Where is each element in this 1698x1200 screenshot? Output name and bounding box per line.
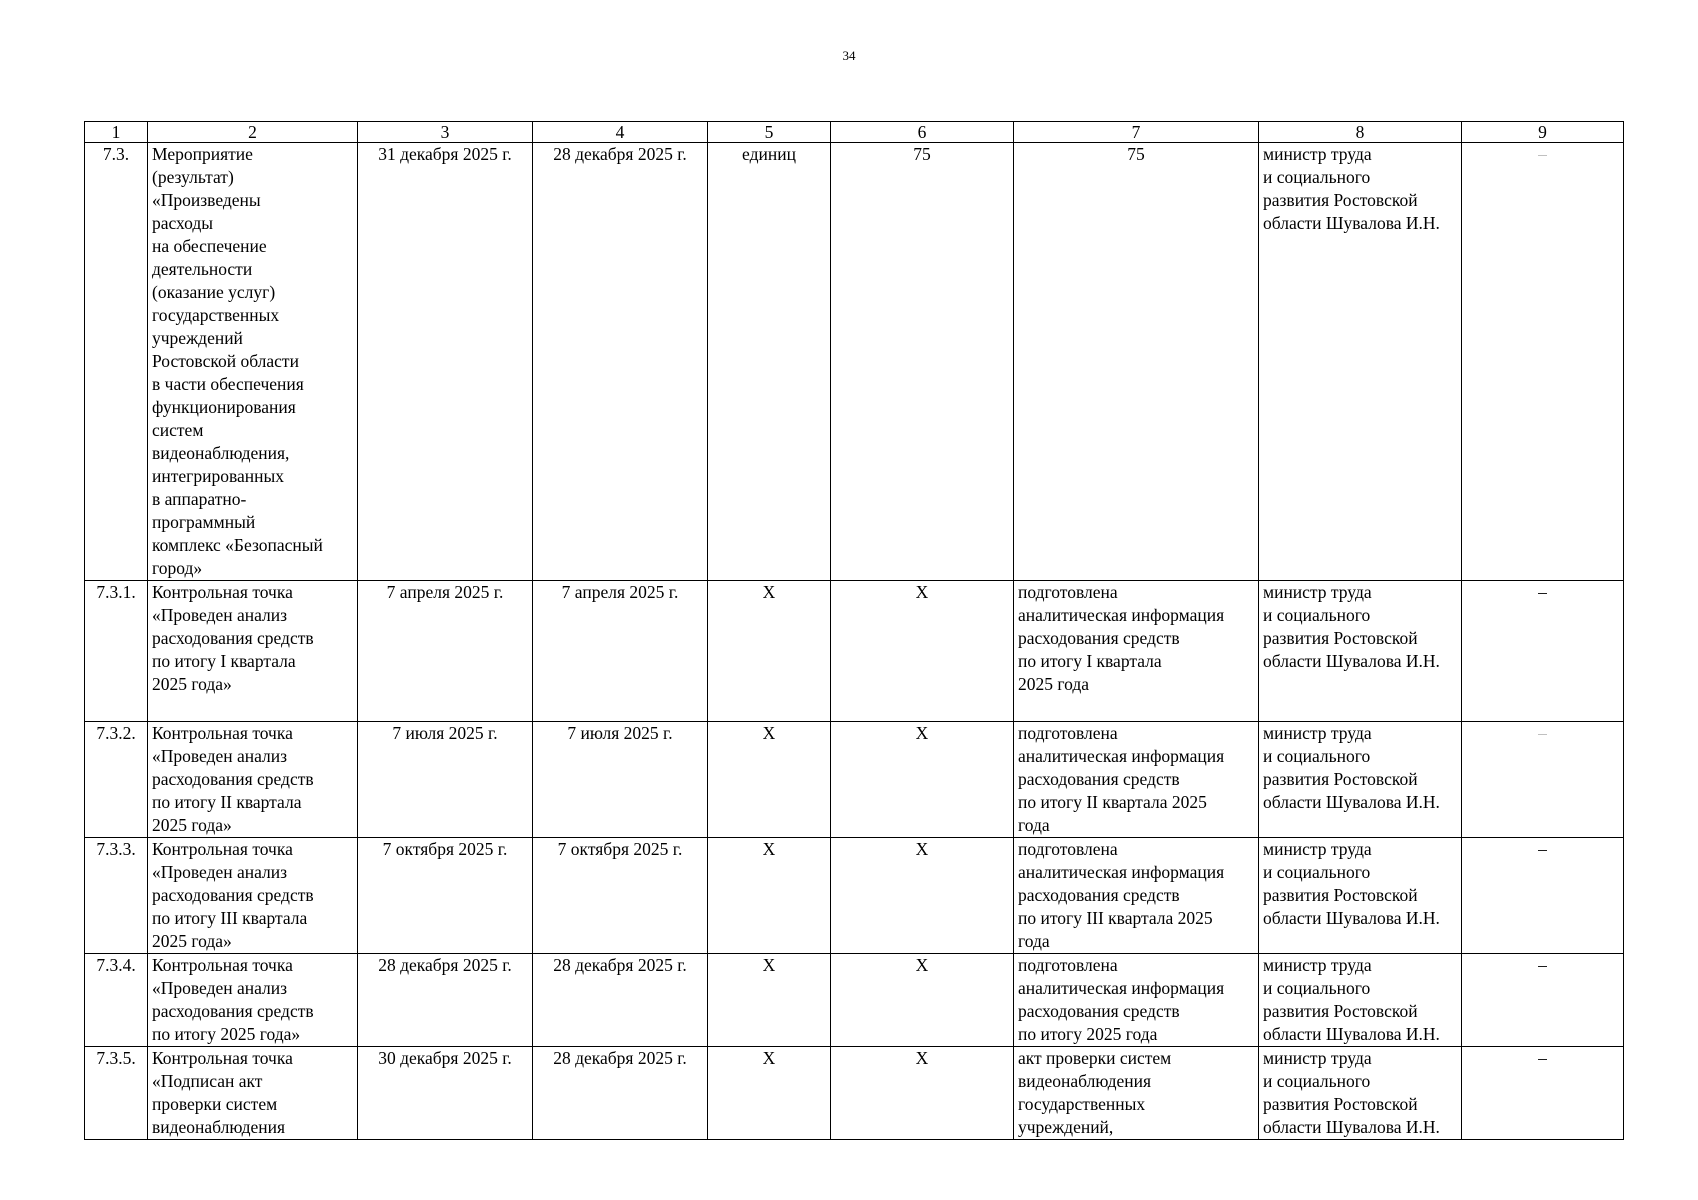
row-value-fact: акт проверки систем видеонаблюдения государственных учреждений, <box>1014 1047 1259 1140</box>
table-row <box>85 1047 1624 1140</box>
row-value-fact: подготовлена аналитическая информация расходования средств по итогу I квартала 2025 года <box>1014 581 1259 722</box>
row-date-fact: 28 декабря 2025 г. <box>533 143 708 581</box>
row-value-plan: X <box>831 581 1014 722</box>
row-number: 7.3.3. <box>85 838 148 954</box>
row-date-fact: 7 июля 2025 г. <box>533 722 708 838</box>
row-date-plan: 28 декабря 2025 г. <box>358 954 533 1047</box>
header-row <box>85 122 1624 143</box>
row-note: – <box>1462 838 1624 954</box>
row-note: – <box>1462 143 1624 581</box>
row-value-plan: X <box>831 722 1014 838</box>
row-date-plan: 7 октября 2025 г. <box>358 838 533 954</box>
row-number: 7.3.4. <box>85 954 148 1047</box>
column-header: 8 <box>1259 122 1462 143</box>
row-name: Контрольная точка «Проведен анализ расходования средств по итогу III квартала 2025 года» <box>148 838 358 954</box>
row-value-plan: 75 <box>831 143 1014 581</box>
row-date-plan: 7 июля 2025 г. <box>358 722 533 838</box>
table-row <box>85 954 1624 1047</box>
table-row <box>85 143 1624 581</box>
row-date-fact: 28 декабря 2025 г. <box>533 954 708 1047</box>
row-note: – <box>1462 954 1624 1047</box>
row-unit: X <box>708 722 831 838</box>
row-number: 7.3.5. <box>85 1047 148 1140</box>
row-number: 7.3.2. <box>85 722 148 838</box>
column-header: 7 <box>1014 122 1259 143</box>
column-header: 4 <box>533 122 708 143</box>
row-date-plan: 30 декабря 2025 г. <box>358 1047 533 1140</box>
plan-table <box>84 121 1624 1140</box>
column-header: 5 <box>708 122 831 143</box>
row-unit: X <box>708 954 831 1047</box>
row-date-fact: 28 декабря 2025 г. <box>533 1047 708 1140</box>
row-date-plan: 31 декабря 2025 г. <box>358 143 533 581</box>
page-number: 34 <box>842 48 856 63</box>
row-responsible: министр труда и социального развития Ростовской области Шувалова И.Н. <box>1259 1047 1462 1140</box>
column-header: 6 <box>831 122 1014 143</box>
row-value-plan: X <box>831 1047 1014 1140</box>
row-name: Контрольная точка «Проведен анализ расходования средств по итогу I квартала 2025 года» <box>148 581 358 722</box>
row-name: Контрольная точка «Проведен анализ расходования средств по итогу II квартала 2025 года» <box>148 722 358 838</box>
column-header: 9 <box>1462 122 1624 143</box>
row-date-fact: 7 апреля 2025 г. <box>533 581 708 722</box>
row-value-fact: подготовлена аналитическая информация расходования средств по итогу III квартала 2025 года <box>1014 838 1259 954</box>
row-unit: X <box>708 581 831 722</box>
row-responsible: министр труда и социального развития Ростовской области Шувалова И.Н. <box>1259 838 1462 954</box>
row-note: – <box>1462 1047 1624 1140</box>
row-date-plan: 7 апреля 2025 г. <box>358 581 533 722</box>
row-name: Контрольная точка «Проведен анализ расходования средств по итогу 2025 года» <box>148 954 358 1047</box>
row-note: – <box>1462 581 1624 722</box>
table-row <box>85 722 1624 838</box>
row-number: 7.3. <box>85 143 148 581</box>
table-row <box>85 581 1624 722</box>
row-number: 7.3.1. <box>85 581 148 722</box>
row-value-fact: подготовлена аналитическая информация расходования средств по итогу 2025 года <box>1014 954 1259 1047</box>
column-header: 1 <box>85 122 148 143</box>
row-date-fact: 7 октября 2025 г. <box>533 838 708 954</box>
column-header: 2 <box>148 122 358 143</box>
row-responsible: министр труда и социального развития Ростовской области Шувалова И.Н. <box>1259 722 1462 838</box>
row-value-fact: подготовлена аналитическая информация расходования средств по итогу II квартала 2025 года <box>1014 722 1259 838</box>
row-unit: X <box>708 1047 831 1140</box>
row-unit: единиц <box>708 143 831 581</box>
row-name: Контрольная точка «Подписан акт проверки систем видеонаблюдения <box>148 1047 358 1140</box>
row-responsible: министр труда и социального развития Ростовской области Шувалова И.Н. <box>1259 581 1462 722</box>
row-value-fact: 75 <box>1014 143 1259 581</box>
column-header: 3 <box>358 122 533 143</box>
row-responsible: министр труда и социального развития Ростовской области Шувалова И.Н. <box>1259 954 1462 1047</box>
row-value-plan: X <box>831 838 1014 954</box>
row-value-plan: X <box>831 954 1014 1047</box>
row-unit: X <box>708 838 831 954</box>
row-name: Мероприятие (результат) «Произведены расходы на обеспечение деятельности (оказание услуг) государственных учреждений Ростовской области в части обеспечения функционирования систем видеонаблюдения, интегрированных в аппаратно- программный комплекс «Безопасный город» <box>148 143 358 581</box>
row-note: – <box>1462 722 1624 838</box>
table-row <box>85 838 1624 954</box>
row-responsible: министр труда и социального развития Ростовской области Шувалова И.Н. <box>1259 143 1462 581</box>
